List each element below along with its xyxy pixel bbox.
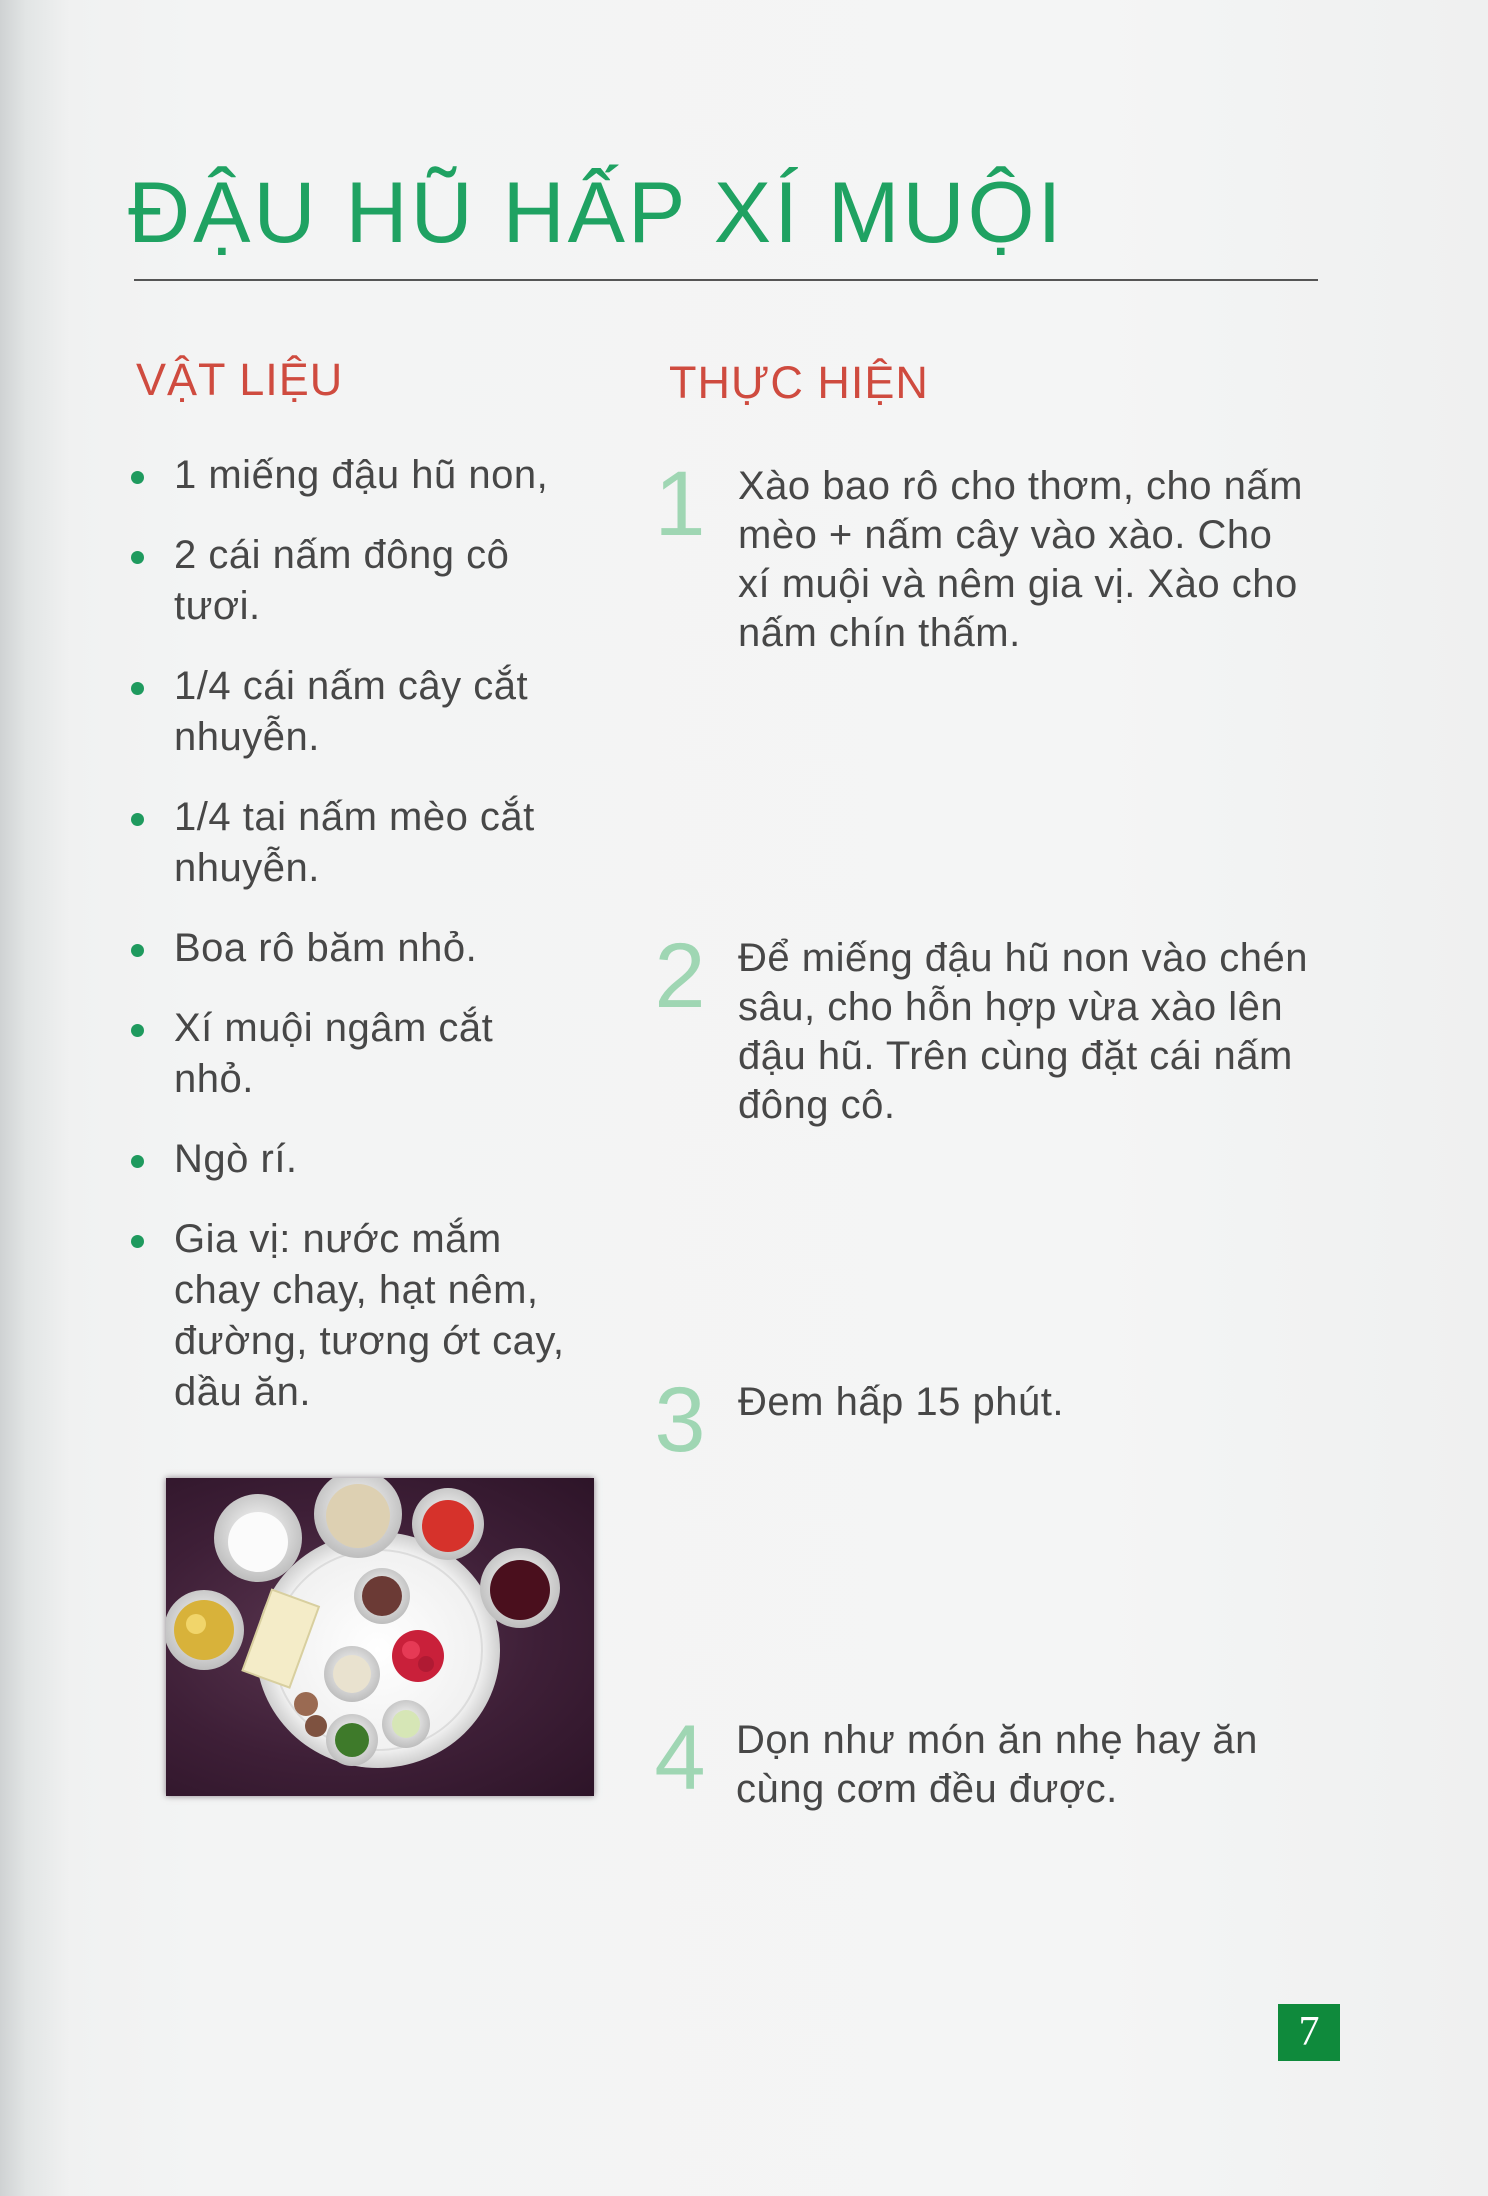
ingredient-text: Gia vị: nước mắm chay chay, hạt nêm, đường, tương ớt cay, dầu ăn. [174, 1217, 565, 1414]
bullet-icon [131, 1024, 144, 1037]
ingredient-item [130, 792, 610, 894]
bullet-icon [131, 471, 144, 484]
ingredient-item [130, 1134, 610, 1185]
steps-heading: THỰC HIỆN [669, 357, 929, 408]
step-text: Xào bao rô cho thơm, cho nấm mèo + nấm cây vào xào. Cho xí muội và nêm gia vị. Xào cho nấm chín thấm. [738, 464, 1303, 655]
step-text: Để miếng đậu hũ non vào chén sâu, cho hỗn hợp vừa xào lên đậu hũ. Trên cùng đặt cái nấm đông cô. [738, 936, 1308, 1127]
ingredient-item [130, 530, 610, 632]
ingredients-list [130, 450, 610, 1447]
bullet-icon [131, 682, 144, 695]
step-text: Đem hấp 15 phút. [738, 1380, 1064, 1424]
bullet-icon [131, 944, 144, 957]
bullet-icon [131, 1155, 144, 1168]
ingredient-text: 1 miếng đậu hũ non, [174, 453, 549, 497]
ingredients-photo-illustration [166, 1478, 594, 1796]
ingredient-item [130, 1003, 610, 1105]
title-divider [134, 279, 1318, 281]
ingredient-item [130, 1214, 610, 1418]
step-number: 4 [654, 1707, 706, 1809]
recipe-title: ĐẬU HŨ HẤP XÍ MUỘI [128, 165, 1065, 261]
ingredient-text: Ngò rí. [174, 1137, 298, 1181]
ingredient-item [130, 450, 610, 501]
ingredients-heading: VẬT LIỆU [136, 354, 344, 405]
ingredient-item [130, 661, 610, 763]
ingredient-item [130, 923, 610, 974]
ingredients-photo [166, 1478, 594, 1796]
ingredient-text: Boa rô băm nhỏ. [174, 926, 478, 970]
step-number: 2 [654, 925, 706, 1027]
ingredient-text: 1/4 tai nấm mèo cắt nhuyễn. [174, 795, 535, 890]
page-number-badge: 7 [1278, 2004, 1340, 2061]
ingredient-text: 1/4 cái nấm cây cắt nhuyễn. [174, 664, 529, 759]
ingredient-text: 2 cái nấm đông cô tươi. [174, 533, 510, 628]
bullet-icon [131, 1235, 144, 1248]
ingredient-text: Xí muội ngâm cắt nhỏ. [174, 1006, 494, 1101]
bullet-icon [131, 813, 144, 826]
step-number: 3 [654, 1369, 706, 1471]
bullet-icon [131, 551, 144, 564]
step-text: Dọn như món ăn nhẹ hay ăn cùng cơm đều được. [736, 1718, 1258, 1811]
step-number: 1 [654, 453, 706, 555]
